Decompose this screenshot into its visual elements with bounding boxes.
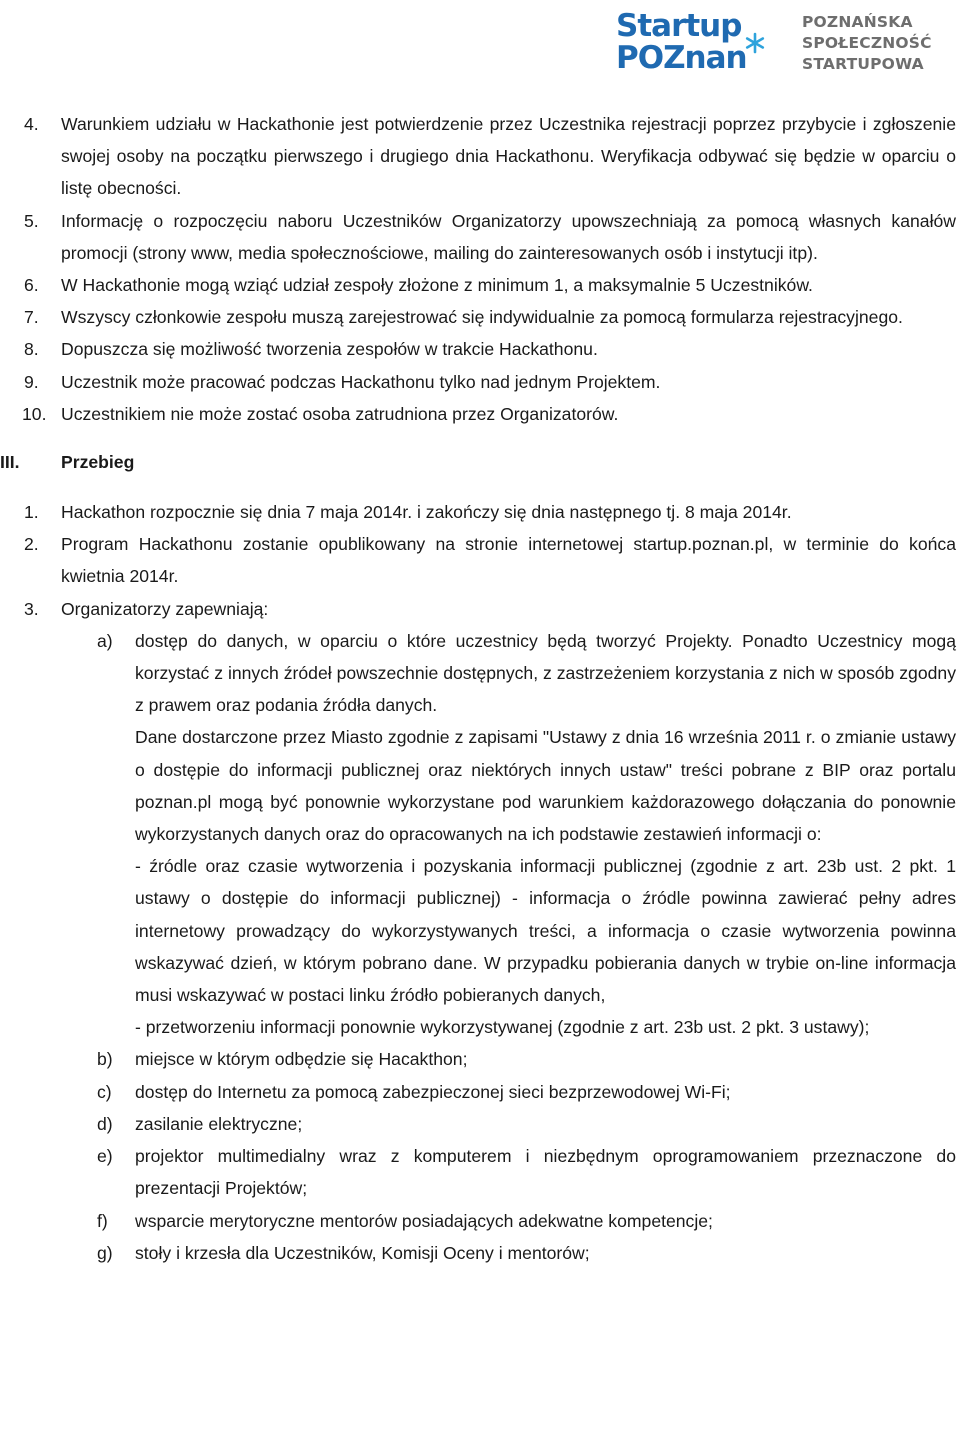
sub-item-letter: d) [97,1113,113,1134]
sub-list-item [0,1237,960,1269]
sub-item-paragraph: - przetworzeniu informacji ponownie wykorzystywanej (zgodnie z art. 23b ust. 2 pkt. 3 ustawy); [135,1017,870,1038]
sub-item-letter: c) [97,1081,112,1102]
item-number: 3. [24,598,39,619]
item-number: 7. [24,307,39,328]
list-item [0,205,960,269]
sub-item-letter: f) [97,1210,108,1231]
section-title: Przebieg [61,452,135,473]
list-item [0,301,960,333]
sub-item-paragraph: - źródle oraz czasie wytworzenia i pozyskania informacji publicznej (zgodnie z art. 23b ust. 2 pkt. 1 ustawy o dostępie do informacji publicznej) - informacja o źródle powinna zawierać pełny adres internetowy prowadzący do wykorzystywanych treści, a informacja o czasie wytworzenia powinna wskazywać dzień, w którym pobrano dane. W przypadku pobierania danych w trybie on-line informacja musi wskazywać w postaci linku źródło pobieranych danych, [135,856,956,1006]
list-item [0,528,960,592]
item-text: Uczestnik może pracować podczas Hackathonu tylko nad jednym Projektem. [61,371,661,392]
sub-item-text: miejsce w którym odbędzie się Hacakthon; [135,1049,468,1070]
item-number: 5. [24,210,39,231]
logo-line-2: POZnan [616,40,747,76]
sub-list-item [0,1043,960,1075]
item-text: Informację o rozpoczęciu naboru Uczestników Organizatorzy upowszechniają za pomocą własnych kanałów promocji (strony www, media społecznościowe, mailing do zainteresowanych osób i instytucji itp). [61,210,956,263]
sub-list-item [0,1205,960,1237]
sub-list-item [0,625,960,722]
sub-item-letter: g) [97,1242,113,1263]
sub-list-item [0,1076,960,1108]
sub-item-text: stoły i krzesła dla Uczestników, Komisji Oceny i mentorów; [135,1242,590,1263]
item-text: Wszyscy członkowie zespołu muszą zarejestrować się indywidualnie za pomocą formularza rejestracyjnego. [61,307,903,328]
list-item [0,496,960,528]
item-text: Dopuszcza się możliwość tworzenia zespołów w trakcie Hackathonu. [61,339,598,360]
list-item [0,108,960,205]
item-text: Uczestnikiem nie może zostać osoba zatrudniona przez Organizatorów. [61,403,619,424]
list-item [0,333,960,365]
sub-item-letter: e) [97,1146,113,1167]
item-text: W Hackathonie mogą wziąć udział zespoły złożone z minimum 1, a maksymalnie 5 Uczestników. [61,275,813,296]
item-text: Warunkiem udziału w Hackathonie jest potwierdzenie przez Uczestnika rejestracji poprzez przybycie i zgłoszenie swojej osoby na początku pierwszego i drugiego dnia Hackathonu. Weryfikacja odbywać się będzie w oparciu o listę obecności. [61,114,956,199]
section-number: III. [0,452,20,473]
item-number: 1. [24,502,39,523]
item-number: 2. [24,534,39,555]
logo-line-1: Startup [616,8,742,44]
asterisk-icon [744,32,766,54]
item-number: 4. [24,114,39,134]
sub-item-paragraph: Dane dostarczone przez Miasto zgodnie z zapisami "Ustawy z dnia 16 września 2011 r. o zmianie ustawy o dostępie do informacji publicznej oraz niektórych innych ustaw" treści pobrane z BIP oraz portalu poznan.pl mogą być ponownie wykorzystane pod warunkiem każdorazowego dołączania do ponownie wykorzystanych danych oraz do opracowanych na ich podstawie zestawień informacji o: [135,727,956,845]
sub-item-text: zasilanie elektryczne; [135,1113,303,1134]
sub-item-text: projektor multimedialny wraz z komputerem i niezbędnym oprogramowaniem przeznaczone do prezentacji Projektów; [135,1146,956,1199]
list-item [0,593,960,625]
logo-wordmark [612,8,762,80]
sub-item-text: wsparcie merytoryczne mentorów posiadających adekwatne kompetencje; [135,1210,713,1231]
section-heading [0,446,960,478]
list-item [0,366,960,398]
document-body [0,108,960,1269]
list-item [0,269,960,301]
startup-poznan-logo [612,8,942,80]
item-number: 9. [24,371,39,392]
logo-tagline-1: POZNAŃSKA [802,13,913,31]
item-number: 8. [24,339,39,360]
sub-item-text: dostęp do Internetu za pomocą zabezpieczonej sieci bezprzewodowej Wi-Fi; [135,1081,731,1102]
sub-list-item [0,1140,960,1204]
item-text: Program Hackathonu zostanie opublikowany na stronie internetowej startup.poznan.pl, w terminie do końca kwietnia 2014r. [61,534,956,587]
sub-item-text: dostęp do danych, w oparciu o które uczestnicy będą tworzyć Projekty. Ponadto Uczestnicy mogą korzystać z innych źródeł powszechnie dostępnych, z zastrzeżeniem korzystania z nich w sposób zgodny z prawem oraz podania źródła danych. [135,630,956,716]
sub-item-letter: a) [97,630,113,651]
list-item [0,398,960,430]
logo-tagline-3: STARTUPOWA [802,55,924,73]
item-text: Hackathon rozpocznie się dnia 7 maja 2014r. i zakończy się dnia następnego tj. 8 maja 2014r. [61,502,792,523]
logo-tagline [802,12,932,75]
item-number: 10. [22,403,47,424]
sub-list-item [0,1108,960,1140]
item-text: Organizatorzy zapewniają: [61,598,269,619]
logo-tagline-2: SPOŁECZNOŚĆ [802,34,932,52]
item-number: 6. [24,275,39,296]
sub-item-letter: b) [97,1049,113,1070]
